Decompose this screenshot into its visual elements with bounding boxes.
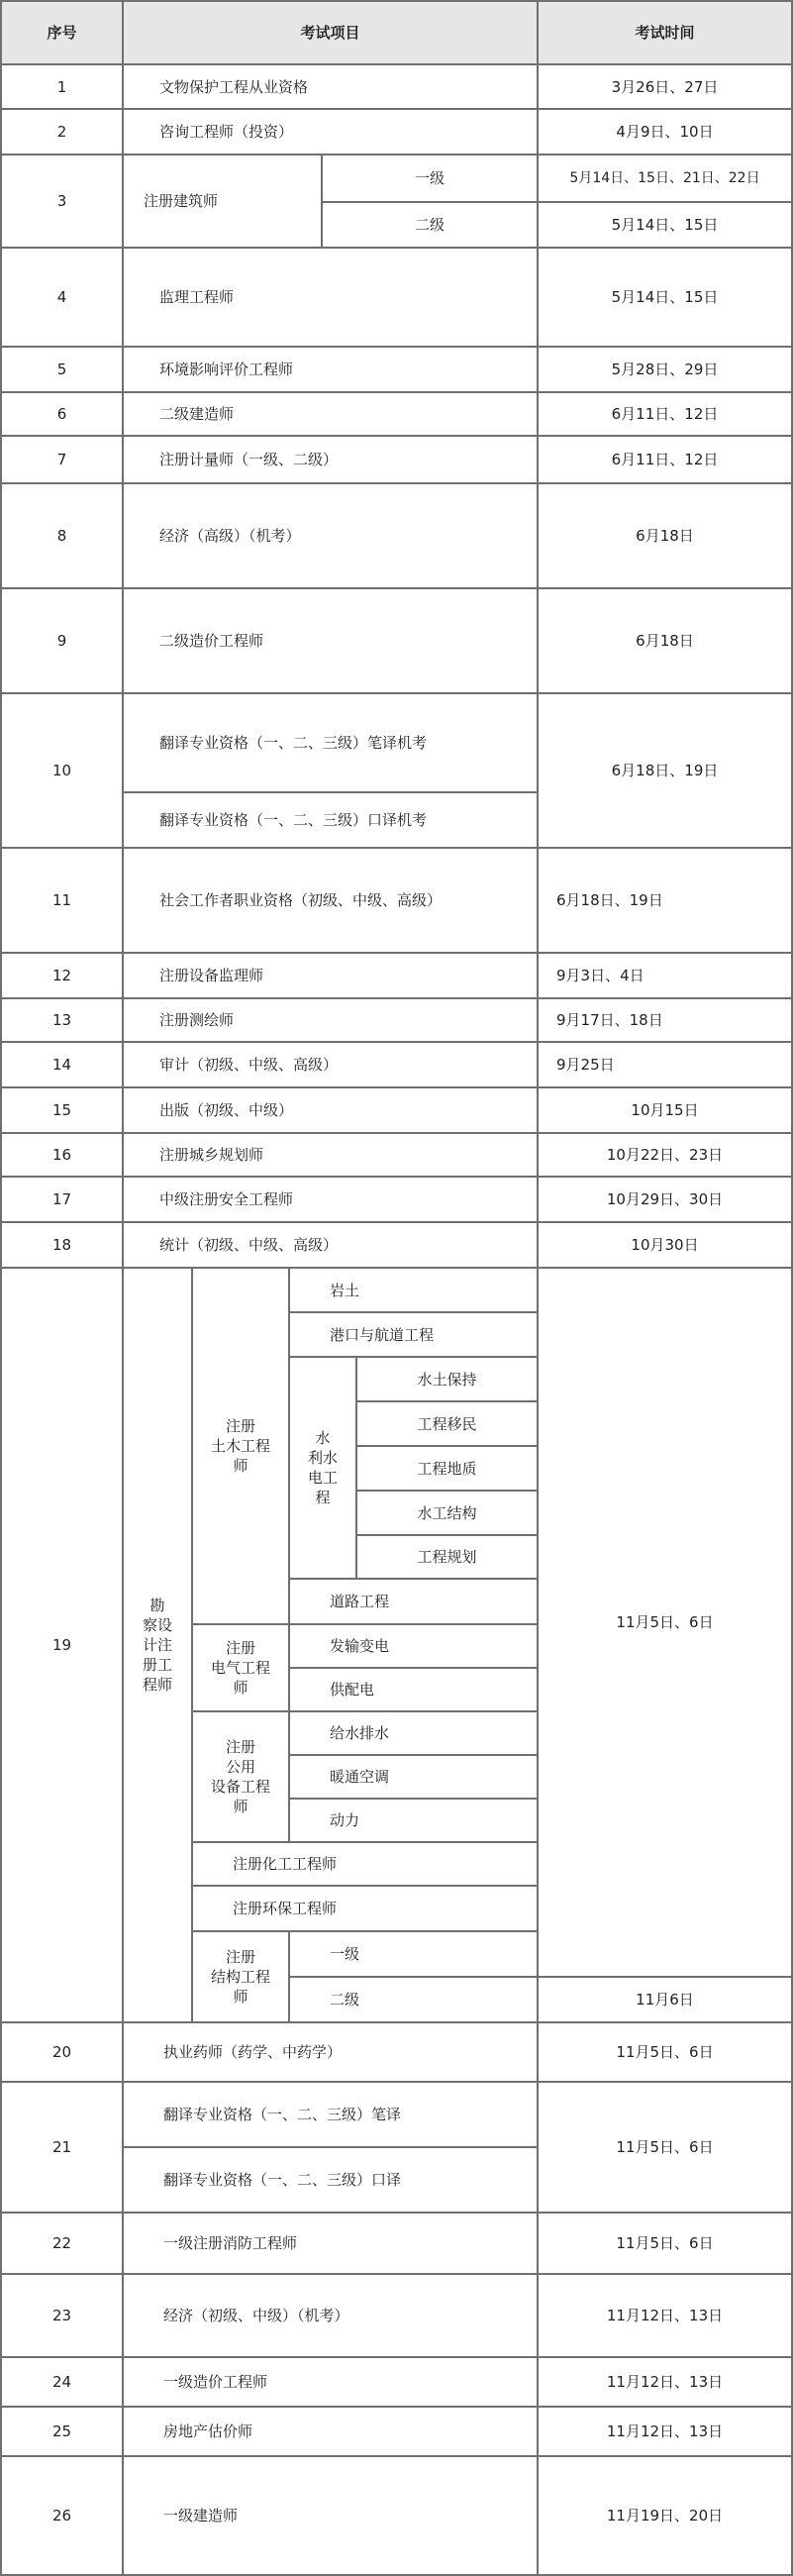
exam-time: 5月14日、15日、21日、22日 [537,154,793,203]
exam-time: 5月14日、15日 [537,247,793,348]
civil-engineer-label: 注册 土木工程 师 [191,1267,290,1625]
exam-time: 3月26日、27日 [537,63,793,110]
exam-time: 6月18日、19日 [537,692,793,849]
exam-time: 11月5日、6日 [537,2212,793,2275]
exam-sub-level: 二级 [321,201,539,249]
structural-engineer-label: 注册 结构工程 师 [191,1930,290,2023]
row-no: 17 [0,1176,124,1223]
exam-name: 环境影响评价工程师 [122,346,539,393]
row-no: 21 [0,2081,124,2214]
water-conservancy-label: 水 利水 电工 程 [288,1356,357,1580]
environmental-engineer: 注册环保工程师 [191,1885,539,1932]
exam-time: 11月6日 [537,1976,793,2023]
exam-name: 社会工作者职业资格（初级、中级、高级） [122,847,539,954]
exam-name: 翻译专业资格（一、二、三级）口译机考 [122,791,539,849]
exam-name: 一级建造师 [122,2455,539,2576]
water-item: 水工结构 [355,1490,539,1536]
public-equipment-item: 动力 [288,1798,539,1843]
exam-name: 咨询工程师（投资） [122,108,539,155]
exam-time: 4月9日、10日 [537,108,793,155]
row-no: 23 [0,2273,124,2358]
civil-item: 道路工程 [288,1578,539,1625]
row-no: 11 [0,847,124,954]
row-no: 22 [0,2212,124,2275]
exam-name: 翻译专业资格（一、二、三级）笔译 [122,2081,539,2148]
exam-name: 监理工程师 [122,247,539,348]
civil-item: 港口与航道工程 [288,1311,539,1358]
exam-time: 6月18日 [537,587,793,694]
exam-time: 11月12日、13日 [537,2356,793,2408]
row-no: 20 [0,2021,124,2083]
row-no: 24 [0,2356,124,2408]
header-item: 考试项目 [122,0,539,65]
water-item: 工程移民 [355,1400,539,1447]
row-no: 3 [0,154,124,249]
row-no: 25 [0,2406,124,2457]
exam-time: 11月12日、13日 [537,2273,793,2358]
civil-item: 岩土 [288,1267,539,1313]
exam-name: 注册计量师（一级、二级） [122,435,539,484]
exam-name: 统计（初级、中级、高级） [122,1221,539,1269]
row-no: 6 [0,391,124,437]
exam-time: 11月5日、6日 [537,1267,793,1978]
electrical-item: 供配电 [288,1667,539,1712]
exam-name: 翻译专业资格（一、二、三级）口译 [122,2146,539,2214]
row-no: 16 [0,1132,124,1178]
exam-name: 二级建造师 [122,391,539,437]
water-item: 水土保持 [355,1356,539,1402]
exam-time: 11月12日、13日 [537,2406,793,2457]
exam-name: 经济（初级、中级）（机考） [122,2273,539,2358]
exam-name: 一级造价工程师 [122,2356,539,2408]
row-no: 5 [0,346,124,393]
exam-name: 翻译专业资格（一、二、三级）笔译机考 [122,692,539,793]
exam-name: 一级注册消防工程师 [122,2212,539,2275]
exam-name: 二级造价工程师 [122,587,539,694]
exam-time: 6月11日、12日 [537,435,793,484]
exam-time: 10月30日 [537,1221,793,1269]
structural-item: 二级 [288,1976,539,2023]
exam-sub-level: 一级 [321,154,539,203]
exam-time: 9月25日 [537,1041,793,1088]
exam-time: 6月11日、12日 [537,391,793,437]
row-no: 14 [0,1041,124,1088]
row-no: 18 [0,1221,124,1269]
row-no: 1 [0,63,124,110]
exam-time: 6月18日 [537,482,793,589]
exam-name: 注册设备监理师 [122,952,539,999]
row-no: 10 [0,692,124,849]
structural-item: 一级 [288,1930,539,1978]
exam-name: 出版（初级、中级） [122,1086,539,1134]
exam-time: 5月14日、15日 [537,201,793,249]
chemical-engineer: 注册化工工程师 [191,1841,539,1887]
row-no: 13 [0,997,124,1043]
exam-time: 11月5日、6日 [537,2081,793,2214]
exam-name: 执业药师（药学、中药学） [122,2021,539,2083]
exam-time: 10月15日 [537,1086,793,1134]
exam-name: 审计（初级、中级、高级） [122,1041,539,1088]
row-no: 2 [0,108,124,155]
electrical-item: 发输变电 [288,1623,539,1669]
exam-time: 11月5日、6日 [537,2021,793,2083]
electrical-engineer-label: 注册 电气工程 师 [191,1623,290,1712]
public-equipment-item: 暖通空调 [288,1754,539,1800]
row-no: 15 [0,1086,124,1134]
exam-name: 中级注册安全工程师 [122,1176,539,1223]
exam-name: 注册建筑师 [122,154,323,249]
group-label: 勘 察设 计注 册工 程师 [122,1267,193,2023]
row-no: 9 [0,587,124,694]
row-no: 19 [0,1267,124,2023]
row-no: 8 [0,482,124,589]
exam-name: 房地产估价师 [122,2406,539,2457]
exam-name: 注册城乡规划师 [122,1132,539,1178]
water-item: 工程规划 [355,1534,539,1580]
header-seq: 序号 [0,0,124,65]
exam-time: 5月28日、29日 [537,346,793,393]
exam-time: 6月18日、19日 [537,847,793,954]
water-item: 工程地质 [355,1445,539,1492]
public-equipment-item: 给水排水 [288,1710,539,1756]
public-equipment-engineer-label: 注册 公用 设备工程 师 [191,1710,290,1843]
row-no: 4 [0,247,124,348]
row-no: 26 [0,2455,124,2576]
exam-name: 文物保护工程从业资格 [122,63,539,110]
exam-time: 11月19日、20日 [537,2455,793,2576]
exam-name: 经济（高级）（机考） [122,482,539,589]
exam-time: 9月17日、18日 [537,997,793,1043]
header-time: 考试时间 [537,0,793,65]
row-no: 7 [0,435,124,484]
row-no: 12 [0,952,124,999]
exam-time: 10月22日、23日 [537,1132,793,1178]
exam-name: 注册测绘师 [122,997,539,1043]
exam-time: 10月29日、30日 [537,1176,793,1223]
exam-time: 9月3日、4日 [537,952,793,999]
